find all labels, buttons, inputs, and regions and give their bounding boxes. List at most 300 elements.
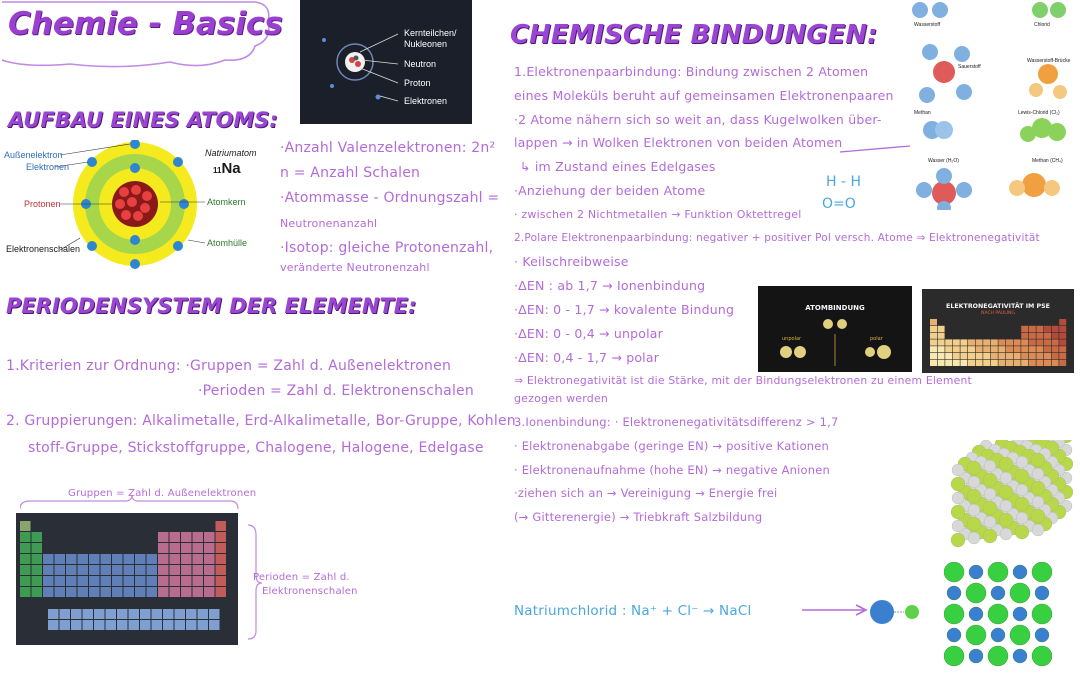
mol-label-8: Methan (CH₄)	[1032, 158, 1063, 164]
pse-cell	[106, 620, 117, 630]
crystal-ion	[951, 505, 965, 519]
en-cell	[1029, 326, 1036, 332]
en-cell	[953, 339, 960, 345]
pse-cell	[124, 576, 135, 586]
pse-cell	[112, 565, 123, 575]
en-cell	[945, 346, 952, 352]
en-cell	[1036, 326, 1043, 332]
pse-cell	[129, 620, 140, 630]
pse-cell	[89, 554, 100, 564]
pse-cell	[170, 565, 181, 575]
pse-cell	[209, 620, 220, 630]
crystal-ion	[999, 513, 1013, 527]
en-cell	[1044, 339, 1051, 345]
en-cell	[953, 353, 960, 359]
pse-cell	[204, 576, 215, 586]
pse-cell	[209, 609, 220, 619]
pse-cell	[135, 587, 146, 597]
pse-cell	[20, 554, 31, 564]
atomic-number: 11	[213, 166, 222, 175]
bond-line-12: ·ΔEN: 0 - 0,4 → unpolar	[514, 325, 663, 341]
en-cell	[976, 339, 983, 345]
en-cell	[930, 333, 937, 339]
electronegativity-panel	[922, 289, 1074, 373]
en-cell	[945, 353, 952, 359]
mol-label-7: Wasser (H₂O)	[928, 158, 959, 164]
nacl-arrow	[800, 600, 870, 620]
crystal-ion	[1031, 509, 1045, 523]
crystal-ion	[1032, 468, 1044, 480]
crystal-ion	[1000, 472, 1012, 484]
h2-formula: H - H	[826, 174, 862, 190]
periodic-line-4: stoff-Gruppe, Stickstoffgruppe, Chalogene, Halogene, Edelgase	[28, 440, 484, 456]
pse-cell	[193, 554, 204, 564]
table-side-label-1: Perioden = Zahl d.	[253, 572, 350, 583]
pse-cell	[55, 565, 66, 575]
atom-note-3: ·Atommasse - Ordnungszahl =	[280, 190, 500, 206]
en-cell	[953, 360, 960, 366]
en-panel-subtitle: NACH PAULING	[981, 311, 1015, 316]
pse-cell	[20, 543, 31, 553]
en-cell	[930, 326, 937, 332]
pse-cell	[135, 576, 146, 586]
periodic-line-1: 1.Kriterien zur Ordnung: ·Gruppen = Zahl d. Außenelektronen	[6, 358, 452, 374]
en-cell	[1044, 360, 1051, 366]
pse-cell	[66, 565, 77, 575]
en-heat-table	[922, 289, 1074, 373]
crystal-ion	[983, 501, 997, 515]
crystal-ion	[1015, 469, 1029, 483]
en-cell	[960, 353, 967, 359]
crystal-ion	[952, 520, 964, 532]
pse-cell	[147, 565, 158, 575]
lattice-ion	[991, 586, 1005, 600]
pse-cell	[101, 587, 112, 597]
nacl-equation: Natriumchlorid : Na⁺ + Cl⁻ → NaCl	[514, 603, 752, 619]
crystal-ion	[1032, 524, 1044, 536]
pse-cell	[181, 543, 192, 553]
pse-cell	[216, 576, 227, 586]
pse-cell	[20, 565, 31, 575]
pse-cell	[175, 609, 186, 619]
en-cell	[1029, 333, 1036, 339]
en-cell	[945, 339, 952, 345]
en-cell	[1044, 353, 1051, 359]
lattice-ion	[988, 604, 1008, 624]
pse-cell	[193, 543, 204, 553]
en-cell	[1021, 353, 1028, 359]
pse-cell	[66, 587, 77, 597]
en-cell	[1059, 360, 1066, 366]
bond-line-17: · Elektronenabgabe (geringe EN) → positive Kationen	[514, 438, 830, 453]
nacl-crystal-3d	[938, 440, 1073, 555]
en-cell	[1021, 339, 1028, 345]
en-cell	[930, 346, 937, 352]
pse-cell	[112, 587, 123, 597]
pse-cell	[158, 565, 169, 575]
en-cell	[1044, 326, 1051, 332]
en-cell	[976, 353, 983, 359]
en-cell	[1006, 360, 1013, 366]
label-element-name: Natriumatom	[205, 148, 257, 158]
en-cell	[930, 353, 937, 359]
legend-electrons: Elektronen	[404, 96, 448, 106]
en-cell	[960, 360, 967, 366]
crystal-ion	[984, 516, 996, 528]
crystal-ion	[968, 504, 980, 516]
pse-cell	[83, 609, 94, 619]
pse-cell	[101, 565, 112, 575]
label-core: Atomkern	[207, 197, 246, 207]
pse-cell	[78, 587, 89, 597]
lattice-ion	[988, 646, 1008, 666]
en-cell	[991, 346, 998, 352]
pse-cell	[55, 554, 66, 564]
pse-cell	[193, 532, 204, 542]
crystal-ion	[1016, 484, 1028, 496]
en-cell	[938, 326, 945, 332]
en-cell	[1014, 353, 1021, 359]
en-cell	[938, 346, 945, 352]
pse-cell	[147, 576, 158, 586]
en-cell	[930, 339, 937, 345]
bond-line-2: eines Moleküls beruht auf gemeinsamen Elektronenpaaren	[514, 87, 894, 103]
crystal-ion	[951, 533, 965, 547]
crystal-ion	[1016, 512, 1028, 524]
pse-cell	[20, 521, 31, 531]
pse-cell	[78, 576, 89, 586]
en-cell	[1044, 333, 1051, 339]
pse-cell	[32, 532, 43, 542]
en-cell	[1052, 333, 1059, 339]
pse-cell	[32, 554, 43, 564]
periodic-table-image	[16, 513, 238, 645]
pse-cell	[152, 620, 163, 630]
en-cell	[1021, 346, 1028, 352]
en-cell	[968, 360, 975, 366]
pse-cell	[78, 565, 89, 575]
pse-cell	[83, 620, 94, 630]
en-panel-title: ELEKTRONEGATIVITÄT IM PSE	[946, 303, 1050, 310]
pse-cell	[204, 532, 215, 542]
crystal-ion	[968, 532, 980, 544]
en-cell	[1052, 360, 1059, 366]
pse-cell	[204, 543, 215, 553]
en-cell	[998, 346, 1005, 352]
en-cell	[1029, 360, 1036, 366]
en-cell	[1036, 339, 1043, 345]
en-cell	[968, 346, 975, 352]
bond-line-8: 2.Polare Elektronenpaarbindung: negativer + positiver Pol versch. Atome ⇒ Elektronenegativität	[514, 231, 1040, 244]
molecule-models	[902, 0, 1080, 210]
bond-line-14: ⇒ Elektronegativität ist die Stärke, mit der Bindungselektronen zu einem Element	[514, 374, 972, 388]
crystal-ion	[1000, 500, 1012, 512]
crystal-ion	[951, 477, 965, 491]
pse-cell	[101, 576, 112, 586]
en-cell	[983, 339, 990, 345]
en-cell	[1006, 353, 1013, 359]
pse-cell	[170, 554, 181, 564]
pse-cell	[170, 543, 181, 553]
lattice-ion	[969, 565, 983, 579]
label-protons: Protonen	[24, 199, 61, 209]
symbol-text: Na	[221, 160, 241, 177]
en-cell	[1006, 346, 1013, 352]
en-cell	[938, 339, 945, 345]
pse-cell	[170, 587, 181, 597]
en-cell	[1014, 339, 1021, 345]
crystal-ion	[999, 485, 1013, 499]
pse-cell	[20, 532, 31, 542]
atombindung-illustration	[758, 286, 912, 372]
en-cell	[1029, 353, 1036, 359]
table-side-label-2: Elektronenschalen	[262, 586, 358, 597]
pse-cell	[193, 565, 204, 575]
pse-cell	[170, 576, 181, 586]
pse-cell	[181, 565, 192, 575]
pse-cell	[71, 620, 82, 630]
en-cell	[1014, 360, 1021, 366]
heading-chemical-bonds: CHEMISCHE BINDUNGEN:	[510, 20, 878, 50]
atom-note-4: Neutronenanzahl	[280, 217, 378, 230]
en-cell	[1006, 339, 1013, 345]
crystal-ion	[952, 464, 964, 476]
crystal-ion	[968, 476, 980, 488]
element-symbol	[213, 160, 241, 177]
pse-cell	[43, 554, 54, 564]
crystal-ion	[983, 473, 997, 487]
pse-cell	[129, 609, 140, 619]
crystal-ion	[1000, 528, 1012, 540]
pse-cell	[135, 554, 146, 564]
atom-note-2: n = Anzahl Schalen	[280, 165, 421, 181]
pse-cell	[32, 587, 43, 597]
periodic-line-3: 2. Gruppierungen: Alkalimetalle, Erd-Alkalimetalle, Bor-Gruppe, Kohlen	[6, 413, 516, 429]
pse-cell	[89, 565, 100, 575]
pse-cell	[112, 576, 123, 586]
pse-cell	[181, 554, 192, 564]
pse-cell	[66, 554, 77, 564]
en-cell	[1036, 353, 1043, 359]
heading-atom-structure: AUFBAU EINES ATOMS:	[8, 108, 278, 132]
crystal-ion	[1031, 481, 1045, 495]
lattice-ion	[966, 625, 986, 645]
en-cell	[983, 346, 990, 352]
periodic-line-2: ·Perioden = Zahl d. Elektronenschalen	[198, 383, 474, 399]
pse-cell	[204, 554, 215, 564]
bond-line-9: · Keilschreibweise	[514, 254, 629, 270]
pse-cell	[94, 620, 105, 630]
en-cell	[938, 333, 945, 339]
bond-line-5: ↳ im Zustand eines Edelgases	[520, 159, 716, 175]
pse-cell	[20, 587, 31, 597]
atom-note-1: ·Anzahl Valenzelektronen: 2n²	[280, 140, 496, 156]
atom-notes	[280, 136, 499, 280]
page-title: Chemie - Basics	[8, 6, 283, 42]
en-cell	[953, 346, 960, 352]
pse-cell	[175, 620, 186, 630]
pse-cell	[198, 609, 209, 619]
en-cell	[991, 353, 998, 359]
pse-cell	[32, 543, 43, 553]
en-cell	[1021, 360, 1028, 366]
pse-cell	[216, 532, 227, 542]
lattice-ion	[1013, 649, 1027, 663]
atom-photo	[300, 0, 472, 124]
pse-cell	[193, 576, 204, 586]
lattice-ion	[991, 628, 1005, 642]
bond-line-13: ·ΔEN: 0,4 - 1,7 → polar	[514, 349, 660, 365]
en-cell	[1029, 339, 1036, 345]
mol-label-2: Chlorid	[1034, 22, 1050, 28]
pse-cell	[60, 620, 71, 630]
en-cell	[968, 339, 975, 345]
atombindung-unpolar: unpolar	[782, 336, 802, 342]
en-cell	[1059, 333, 1066, 339]
pse-cell	[66, 576, 77, 586]
pse-cell	[158, 543, 169, 553]
bond-line-10: ·ΔEN : ab 1,7 → Ionenbindung	[514, 278, 706, 294]
bond-line-6: ·Anziehung der beiden Atome	[514, 182, 706, 198]
atom-note-6: veränderte Neutronenzahl	[280, 261, 430, 274]
heading-periodic-table: PERIODENSYSTEM DER ELEMENTE:	[6, 294, 417, 318]
bond-line-7: · zwischen 2 Nichtmetallen → Funktion Oktettregel	[514, 207, 802, 221]
en-cell	[983, 360, 990, 366]
pse-cell	[32, 576, 43, 586]
legend-neutron: Neutron	[404, 59, 437, 69]
pse-cell	[216, 565, 227, 575]
en-cell	[938, 353, 945, 359]
crystal-ion	[967, 461, 981, 475]
legend-proton: Proton	[404, 78, 431, 88]
crystal-ion	[984, 460, 996, 472]
en-cell	[968, 353, 975, 359]
en-cell	[960, 339, 967, 345]
pse-cell	[147, 587, 158, 597]
pse-cell	[163, 620, 174, 630]
legend-nucleons: Kernteilchen/ Nukleonen	[404, 28, 457, 49]
bond-line-19: ·ziehen sich an → Vereinigung → Energie frei	[514, 486, 778, 501]
pse-cell	[140, 609, 151, 619]
atombindung-panel	[758, 286, 912, 372]
en-cell	[998, 353, 1005, 359]
bond-line-16: 3.Ionenbindung: · Elektronenegativitätsdifferenz > 1,7	[514, 414, 839, 429]
en-cell	[1059, 319, 1066, 325]
lattice-ion	[1032, 604, 1052, 624]
table-top-label: Gruppen = Zahl d. Außenelektronen	[68, 488, 257, 499]
pse-cell	[43, 576, 54, 586]
en-cell	[930, 319, 937, 325]
en-cell	[938, 360, 945, 366]
bond-line-18: · Elektronenaufnahme (hohe EN) → negative Anionen	[514, 462, 831, 477]
pse-cell	[32, 565, 43, 575]
crystal-ion	[967, 517, 981, 531]
pse-cell	[89, 587, 100, 597]
en-cell	[1059, 353, 1066, 359]
pse-cell	[204, 565, 215, 575]
bond-line-3: ·2 Atome nähern sich so weit an, dass Kugelwolken über-	[514, 111, 882, 127]
pse-cell	[147, 554, 158, 564]
en-cell	[983, 353, 990, 359]
pse-cell	[186, 609, 197, 619]
crystal-ion	[999, 457, 1013, 471]
pse-cell	[216, 543, 227, 553]
lattice-ion	[969, 649, 983, 663]
label-outer-electron: Außenelektron	[4, 150, 63, 160]
pse-cell	[163, 609, 174, 619]
bond-line-4: lappen → in Wolken Elektronen von beiden Atomen	[514, 135, 843, 151]
en-cell	[1036, 333, 1043, 339]
pse-cell	[20, 576, 31, 586]
pse-cell	[135, 565, 146, 575]
en-cell	[1059, 346, 1066, 352]
mol-label-6: Lewis-Chlorid (Cl₂)	[1018, 110, 1060, 116]
pse-cell	[204, 587, 215, 597]
pse-cell	[124, 587, 135, 597]
pse-cell	[158, 576, 169, 586]
pse-cell	[101, 554, 112, 564]
lattice-ion	[947, 628, 961, 642]
pse-cell	[89, 576, 100, 586]
pse-cell	[152, 609, 163, 619]
atombindung-polar: polar	[870, 336, 883, 342]
pse-cell	[186, 620, 197, 630]
en-cell	[1052, 339, 1059, 345]
en-cell	[1021, 333, 1028, 339]
mol-label-3: Sauerstoff	[958, 64, 981, 70]
ion-pair	[868, 597, 928, 627]
pse-cell	[216, 554, 227, 564]
atom-note-5: ·Isotop: gleiche Protonenzahl,	[280, 240, 494, 256]
nacl-lattice	[944, 562, 1052, 666]
crystal-ion	[984, 488, 996, 500]
lattice-ion	[944, 646, 964, 666]
mol-label-1: Wasserstoff	[914, 22, 941, 28]
pse-cell	[117, 609, 128, 619]
pse-cell	[78, 554, 89, 564]
en-cell	[991, 339, 998, 345]
pse-cell	[48, 609, 59, 619]
en-cell	[1014, 346, 1021, 352]
en-cell	[930, 360, 937, 366]
label-electrons: Elektronen	[26, 162, 70, 172]
mol-label-5: Methan	[914, 110, 931, 116]
pse-cell	[140, 620, 151, 630]
en-cell	[945, 360, 952, 366]
crystal-ion	[952, 492, 964, 504]
en-cell	[998, 339, 1005, 345]
en-cell	[1021, 326, 1028, 332]
bond-line-1: 1.Elektronenpaarbindung: Bindung zwischen 2 Atomen	[514, 64, 869, 79]
en-cell	[991, 360, 998, 366]
o2-formula: O=O	[822, 196, 856, 212]
pse-cell	[181, 576, 192, 586]
crystal-ion	[1031, 453, 1045, 467]
lattice-ion	[1035, 628, 1049, 642]
en-cell	[1052, 346, 1059, 352]
bond-line-20: (→ Gitterenergie) → Triebkraft Salzbildung	[514, 510, 763, 525]
lattice-ion	[947, 586, 961, 600]
en-cell	[960, 346, 967, 352]
en-cell	[1059, 326, 1066, 332]
crystal-ion	[1016, 456, 1028, 468]
bond-line-15: gezogen werden	[514, 392, 609, 406]
pse-cell	[216, 521, 227, 531]
pse-cell	[216, 587, 227, 597]
en-cell	[976, 360, 983, 366]
lattice-ion	[969, 607, 983, 621]
lattice-ion	[944, 604, 964, 624]
